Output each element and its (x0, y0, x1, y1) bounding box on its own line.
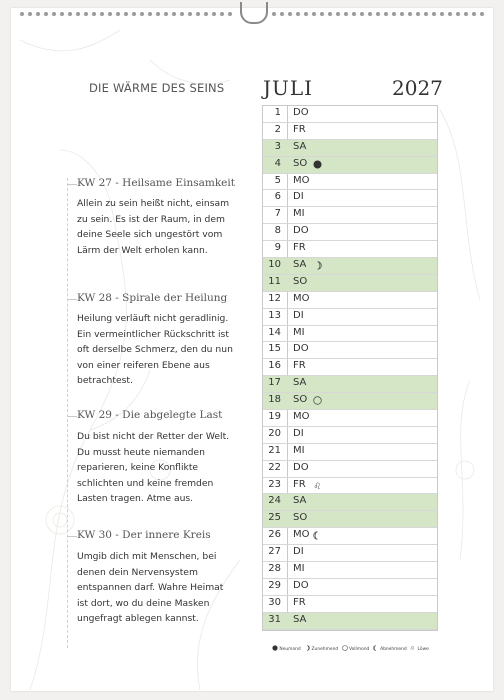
day-number: 27 (268, 546, 281, 558)
weekday-name: FR (293, 242, 306, 254)
timeline-tick (67, 416, 77, 417)
weekday-name: SA (293, 140, 307, 152)
waning-moon-icon (373, 645, 379, 651)
calendar-day-row (263, 579, 437, 596)
day-number: 15 (268, 343, 281, 355)
day-number: 25 (268, 512, 281, 524)
calendar-day-row (263, 190, 437, 207)
new-moon-icon (313, 160, 322, 169)
day-number: 1 (274, 107, 281, 118)
weekday-name: DO (293, 225, 309, 237)
calendar-day-row (263, 562, 437, 579)
day-number: 2 (274, 123, 281, 135)
weekday-name: DO (293, 461, 309, 473)
weekday-name: MO (293, 529, 310, 541)
day-number: 29 (268, 579, 281, 591)
calendar-day-row (263, 174, 437, 191)
week-text-kw28: Heilung verläuft nicht geradlinig. Ein vermeintlicher Rückschritt ist oft derselbe Schmerz, den du nun von einer reiferen Ebene aus betrachtest. (77, 313, 233, 387)
weekday-name: SO (293, 275, 308, 287)
timeline-line (67, 178, 68, 648)
calendar-day-row (263, 511, 437, 528)
calendar-month: JULI (263, 76, 314, 100)
calendar-day-row (263, 224, 437, 241)
calendar-day-row (263, 326, 437, 343)
weekday-name: SO (293, 512, 308, 524)
weekday-name: DI (293, 191, 304, 203)
day-number: 16 (268, 360, 281, 372)
calendar-day-row (263, 275, 437, 292)
calendar-day-row (263, 207, 437, 224)
weekday-name: SA (293, 613, 307, 625)
calendar-day-row (263, 258, 437, 275)
calendar-day-row (263, 596, 437, 613)
day-number: 6 (274, 191, 281, 203)
calendar-day-row (263, 241, 437, 258)
weekday-name: SA (293, 495, 307, 507)
week-heading-kw29: KW 29 - Die abgelegte Last (77, 409, 223, 421)
calendar-day-grid (262, 105, 438, 631)
calendar-day-row (263, 292, 437, 309)
day-number: 20 (268, 427, 281, 439)
week-text-kw27: Allein zu sein heißt nicht, einsam zu sein. Es ist der Raum, in dem deine Seele sich ungestört vom Lärm der Welt erholen kann. (77, 198, 230, 256)
weekday-name: DO (293, 107, 309, 118)
leo-icon (313, 481, 322, 490)
day-number: 5 (274, 174, 281, 186)
timeline-tick (67, 184, 77, 185)
day-number: 17 (268, 377, 281, 389)
weekday-name: MO (293, 292, 310, 304)
weekday-name: MO (293, 174, 310, 186)
calendar-day-row (263, 461, 437, 478)
day-number: 28 (268, 563, 281, 575)
calendar-day-row (263, 106, 437, 123)
timeline-tick (67, 299, 77, 300)
legend-full-moon: Vollmond (348, 646, 370, 652)
day-number: 22 (268, 461, 281, 473)
weekday-name: MI (293, 326, 305, 338)
calendar-day-row (263, 427, 437, 444)
calendar-day-row (263, 613, 437, 630)
day-number: 8 (274, 225, 281, 237)
legend-leo: Löwe (417, 646, 429, 652)
calendar-day-row (263, 410, 437, 427)
weekday-name: FR (293, 123, 306, 135)
calendar-day-row (263, 140, 437, 157)
day-number: 30 (268, 596, 281, 608)
week-text-kw29: Du bist nicht der Retter der Welt. Du musst heute niemanden reparieren, keine Konflikte schlichten und keine fremden Lasten tragen. Atme aus. (77, 431, 230, 505)
weekday-name: DO (293, 343, 309, 355)
day-number: 24 (268, 495, 281, 507)
section-title: DIE WÄRME DES SEINS (89, 81, 225, 95)
weekday-name: FR (293, 360, 306, 372)
day-number: 4 (274, 157, 281, 169)
leo-icon (410, 645, 416, 651)
calendar-day-row (263, 376, 437, 393)
weekday-name: SO (293, 394, 308, 406)
week-heading-kw30: KW 30 - Der innere Kreis (77, 529, 211, 541)
week-heading-kw28: KW 28 - Spirale der Heilung (77, 292, 228, 304)
weekday-name: MI (293, 208, 305, 220)
calendar-day-row (263, 157, 437, 174)
svg-text:♌: ♌ (313, 481, 322, 490)
weekday-name: MI (293, 563, 305, 575)
day-number: 23 (268, 478, 281, 490)
calendar-day-row (263, 309, 437, 326)
day-number: 19 (268, 411, 281, 423)
svg-text:♌: ♌ (410, 646, 416, 651)
legend-new-moon: Neumond (279, 646, 301, 652)
day-number: 12 (268, 292, 281, 304)
weekday-name: FR (293, 596, 306, 608)
weekday-name: FR (293, 478, 306, 490)
day-number: 3 (274, 140, 281, 152)
moon-legend (272, 645, 431, 652)
waning-moon-icon (313, 531, 322, 540)
calendar-day-row (263, 478, 437, 495)
day-number: 11 (268, 275, 281, 287)
week-text-kw30: Umgib dich mit Menschen, bei denen dein Nervensystem entspannen darf. Wahre Heimat ist dort, wo du deine Masken ungefragt ablegen kannst. (77, 551, 224, 625)
weekday-name: MO (293, 411, 310, 423)
calendar-day-row (263, 393, 437, 410)
day-number: 7 (274, 208, 281, 220)
weekday-name: SA (293, 377, 307, 389)
full-moon-icon (342, 645, 348, 651)
day-number: 14 (268, 326, 281, 338)
timeline-tick (67, 536, 77, 537)
day-number: 9 (274, 242, 281, 254)
day-number: 13 (268, 309, 281, 321)
weekday-name: MI (293, 444, 305, 456)
weekday-name: DI (293, 546, 304, 558)
weekday-name: SO (293, 157, 308, 169)
calendar-day-row (263, 528, 437, 545)
weekday-name: SA (293, 259, 307, 271)
calendar-day-row (263, 359, 437, 376)
waxing-moon-icon (313, 261, 322, 270)
calendar-day-row (263, 123, 437, 140)
week-heading-kw27: KW 27 - Heilsame Einsamkeit (77, 177, 235, 189)
day-number: 31 (268, 613, 281, 625)
calendar-day-row (263, 444, 437, 461)
day-number: 10 (268, 259, 281, 271)
legend-waning: Abnehmend (380, 646, 407, 652)
day-number: 21 (268, 444, 281, 456)
calendar-day-row (263, 494, 437, 511)
day-number: 18 (268, 394, 281, 406)
weekday-name: DI (293, 309, 304, 321)
legend-waxing: Zunehmend (311, 646, 339, 652)
calendar-day-row (263, 545, 437, 562)
calendar-day-row (263, 342, 437, 359)
new-moon-icon (272, 645, 278, 651)
calendar-year: 2027 (392, 76, 443, 100)
day-number: 26 (268, 529, 281, 541)
waxing-moon-icon (304, 645, 310, 651)
weekday-name: DI (293, 427, 304, 439)
full-moon-icon (313, 396, 322, 405)
weekday-name: DO (293, 579, 309, 591)
